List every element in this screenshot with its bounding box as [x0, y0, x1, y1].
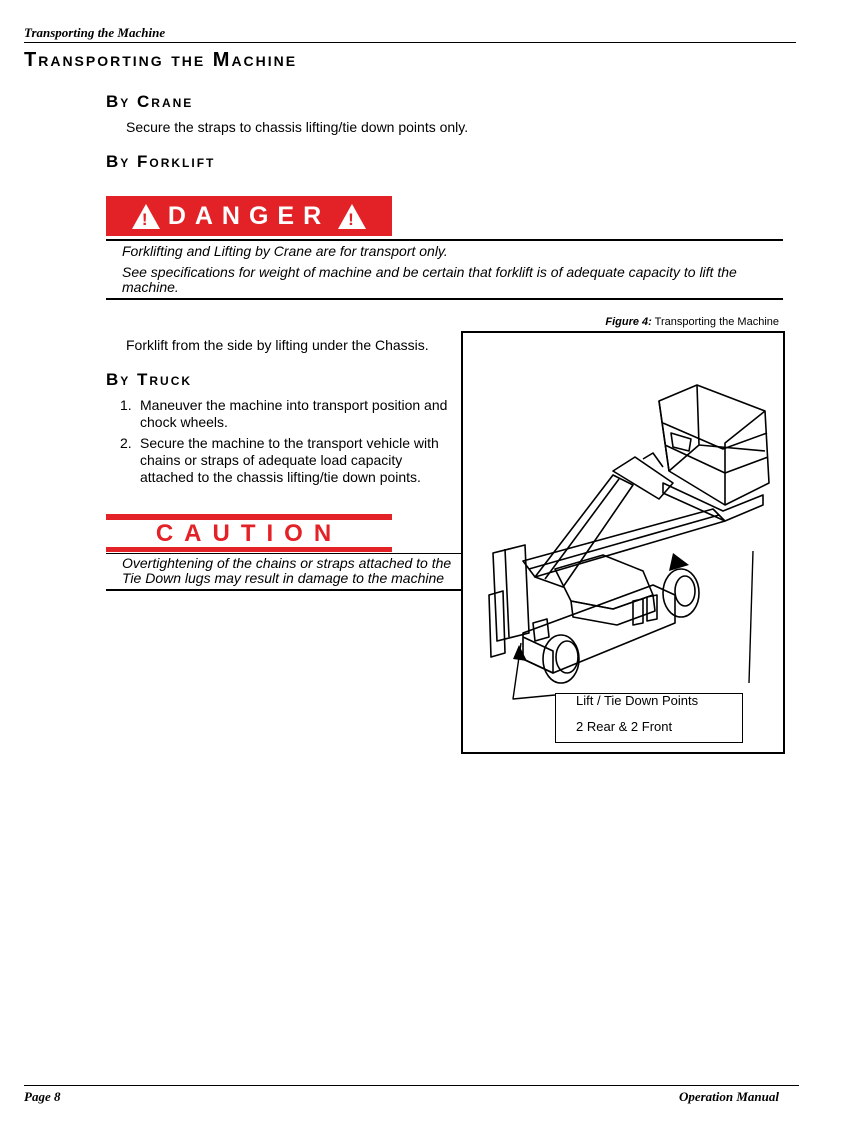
manual-title: Operation Manual — [678, 1089, 779, 1104]
danger-top-rule — [106, 239, 783, 241]
warning-triangle-icon: ! — [338, 204, 366, 229]
danger-line-2: See specifications for weight of machine and be certain that forklift is of adequate capacity to lift the machine. — [122, 264, 737, 295]
front-wheel — [543, 635, 579, 683]
jib-boom — [613, 457, 673, 499]
callout-label — [555, 693, 743, 743]
caution-bottom-rule — [106, 589, 462, 591]
rear-wheel — [663, 569, 699, 617]
running-header: Transporting the Machine — [24, 25, 166, 40]
warning-triangle-icon: ! — [132, 204, 160, 229]
figure-number: Figure 4: — [605, 316, 652, 328]
figure-box — [461, 331, 785, 754]
truck-steps — [120, 397, 456, 486]
forklift-text: Forklift from the side by lifting under the Chassis. — [126, 337, 429, 353]
list-item: 2. Secure the machine to the transport vehicle with chains or straps of adequate load capacity attached to the chassis lifting/tie down points. — [120, 435, 439, 485]
danger-line-1: Forklifting and Lifting by Crane are for transport only. — [122, 243, 448, 259]
footer-rule — [24, 1085, 799, 1086]
caution-bottom-bar — [106, 547, 392, 552]
callout-line-2: 2 Rear & 2 Front — [576, 719, 673, 734]
header-rule — [24, 42, 796, 43]
crane-heading: By Crane — [106, 92, 194, 111]
arrow-front-tie-point — [513, 645, 527, 661]
arrow-rear-tie-point — [669, 553, 689, 571]
truck-heading: By Truck — [106, 370, 193, 389]
callout-line-1: Lift / Tie Down Points — [576, 693, 699, 708]
crane-text: Secure the straps to chassis lifting/tie down points only. — [126, 119, 469, 135]
caution-text: Overtightening of the chains or straps attached to the Tie Down lugs may result in damage to the machine — [122, 555, 452, 586]
chassis — [523, 585, 675, 673]
forklift-heading: By Forklift — [106, 152, 216, 171]
caution-top-rule — [106, 553, 462, 554]
danger-bottom-rule — [106, 298, 783, 300]
danger-banner — [106, 196, 392, 236]
danger-label: DANGER — [167, 201, 331, 230]
page-number: Page 8 — [24, 1089, 61, 1104]
callout-line-right — [749, 551, 753, 683]
page-title: Transporting the Machine — [24, 49, 298, 71]
caution-label: CAUTION — [155, 520, 343, 547]
lift-arm — [535, 475, 633, 587]
figure-title: Transporting the Machine — [654, 316, 779, 328]
figure-caption — [605, 316, 779, 328]
machine-illustration — [463, 333, 783, 752]
list-item: 1. Maneuver the machine into transport position and chock wheels. — [120, 397, 448, 430]
